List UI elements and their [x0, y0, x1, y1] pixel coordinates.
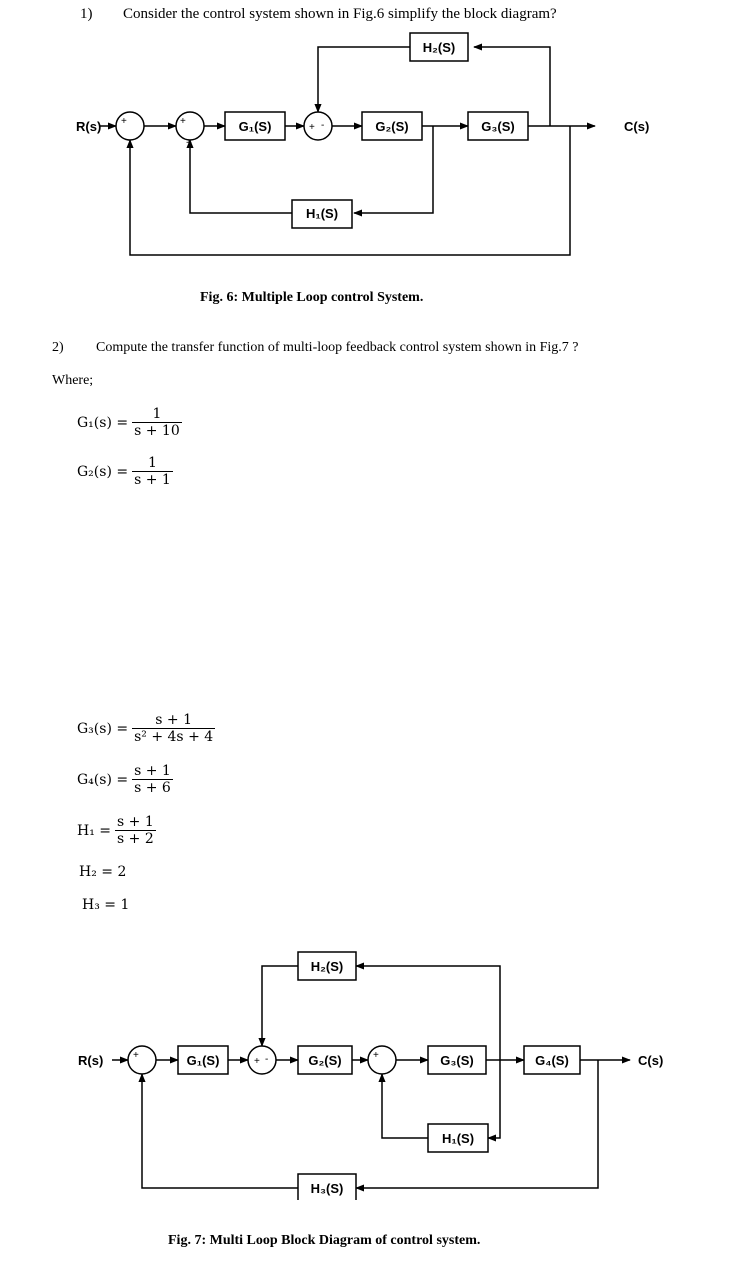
fig7-sum3-plus: + [373, 1050, 379, 1061]
fig6-output-label: C(s) [624, 119, 650, 134]
eq-g4-den: s + 6 [134, 780, 171, 796]
fig7-block-g3: G₃(S) [440, 1053, 474, 1068]
eq-g4-lhs: G₄(s) = [77, 771, 129, 788]
fig6-block-h2: H₂(S) [422, 40, 456, 55]
fig6-block-g1: G₁(S) [238, 119, 272, 134]
fig6-block-g3: G₃(S) [481, 119, 515, 134]
eq-h2: H₂ = 2 [79, 864, 127, 880]
fig6-input-label: R(s) [76, 119, 102, 134]
eq-g2-den: s + 1 [134, 472, 171, 488]
eq-h1-num: s + 1 [117, 814, 154, 830]
fig6-block-g2: G₂(S) [375, 119, 409, 134]
q2-text: Compute the transfer function of multi-loop feedback control system shown in Fig.7 ? [96, 340, 579, 355]
q2-number: 2) [52, 340, 64, 355]
eq-h1 [77, 814, 156, 847]
fig6-sum1-plus: + [121, 116, 127, 127]
fig6-sum3-minus: - [321, 120, 325, 131]
eq-g3 [77, 712, 215, 745]
eq-h3: H₃ = 1 [82, 897, 130, 913]
fig7-block-h2: H₂(S) [310, 959, 344, 974]
fig7-sum2-minus: - [265, 1054, 269, 1065]
eq-g3-num: s + 1 [155, 712, 192, 728]
fig7-block-g1: G₁(S) [186, 1053, 220, 1068]
fig7-output-label: C(s) [638, 1053, 664, 1068]
fig7-block-g4: G₄(S) [535, 1053, 569, 1068]
fig7-block-h1: H₁(S) [441, 1131, 475, 1146]
fig6-caption: Fig. 6: Multiple Loop control System. [200, 290, 424, 305]
fig6-block-h1: H₁(S) [305, 206, 339, 221]
fig7-sum2-plus: + [254, 1056, 260, 1067]
fig7-caption: Fig. 7: Multi Loop Block Diagram of control system. [168, 1233, 481, 1248]
fig6-diagram [0, 30, 732, 270]
fig7-block-g2: G₂(S) [308, 1053, 342, 1068]
eq-g1-den: s + 10 [134, 423, 180, 439]
eq-h1-den: s + 2 [117, 831, 154, 847]
eq-g2 [77, 455, 173, 488]
eq-h1-lhs: H₁ = [77, 822, 112, 839]
eq-g2-num: 1 [148, 455, 157, 471]
eq-g4-num: s + 1 [134, 763, 171, 779]
q1-text: Consider the control system shown in Fig.6 simplify the block diagram? [123, 6, 557, 22]
eq-g3-lhs: G₃(s) = [77, 720, 129, 737]
fig7-sum1-plus: + [133, 1050, 139, 1061]
fig7-block-h3: H₃(S) [310, 1181, 344, 1196]
q2-where: Where; [52, 373, 94, 388]
eq-g4 [77, 763, 173, 796]
fig6-sum2-plus-bottom: + [186, 138, 192, 149]
fig6-sum2-plus: + [180, 116, 186, 127]
q1-number: 1) [80, 6, 93, 22]
eq-g1-num: 1 [152, 406, 162, 422]
eq-g2-lhs: G₂(s) = [77, 463, 129, 480]
eq-g1-lhs: G₁(s) = [77, 414, 129, 431]
fig7-diagram [0, 945, 732, 1200]
fig6-sum3-plus: + [309, 122, 315, 133]
eq-g1 [77, 406, 182, 439]
eq-g3-den: s² + 4s + 4 [134, 729, 214, 745]
fig7-input-label: R(s) [78, 1053, 104, 1068]
